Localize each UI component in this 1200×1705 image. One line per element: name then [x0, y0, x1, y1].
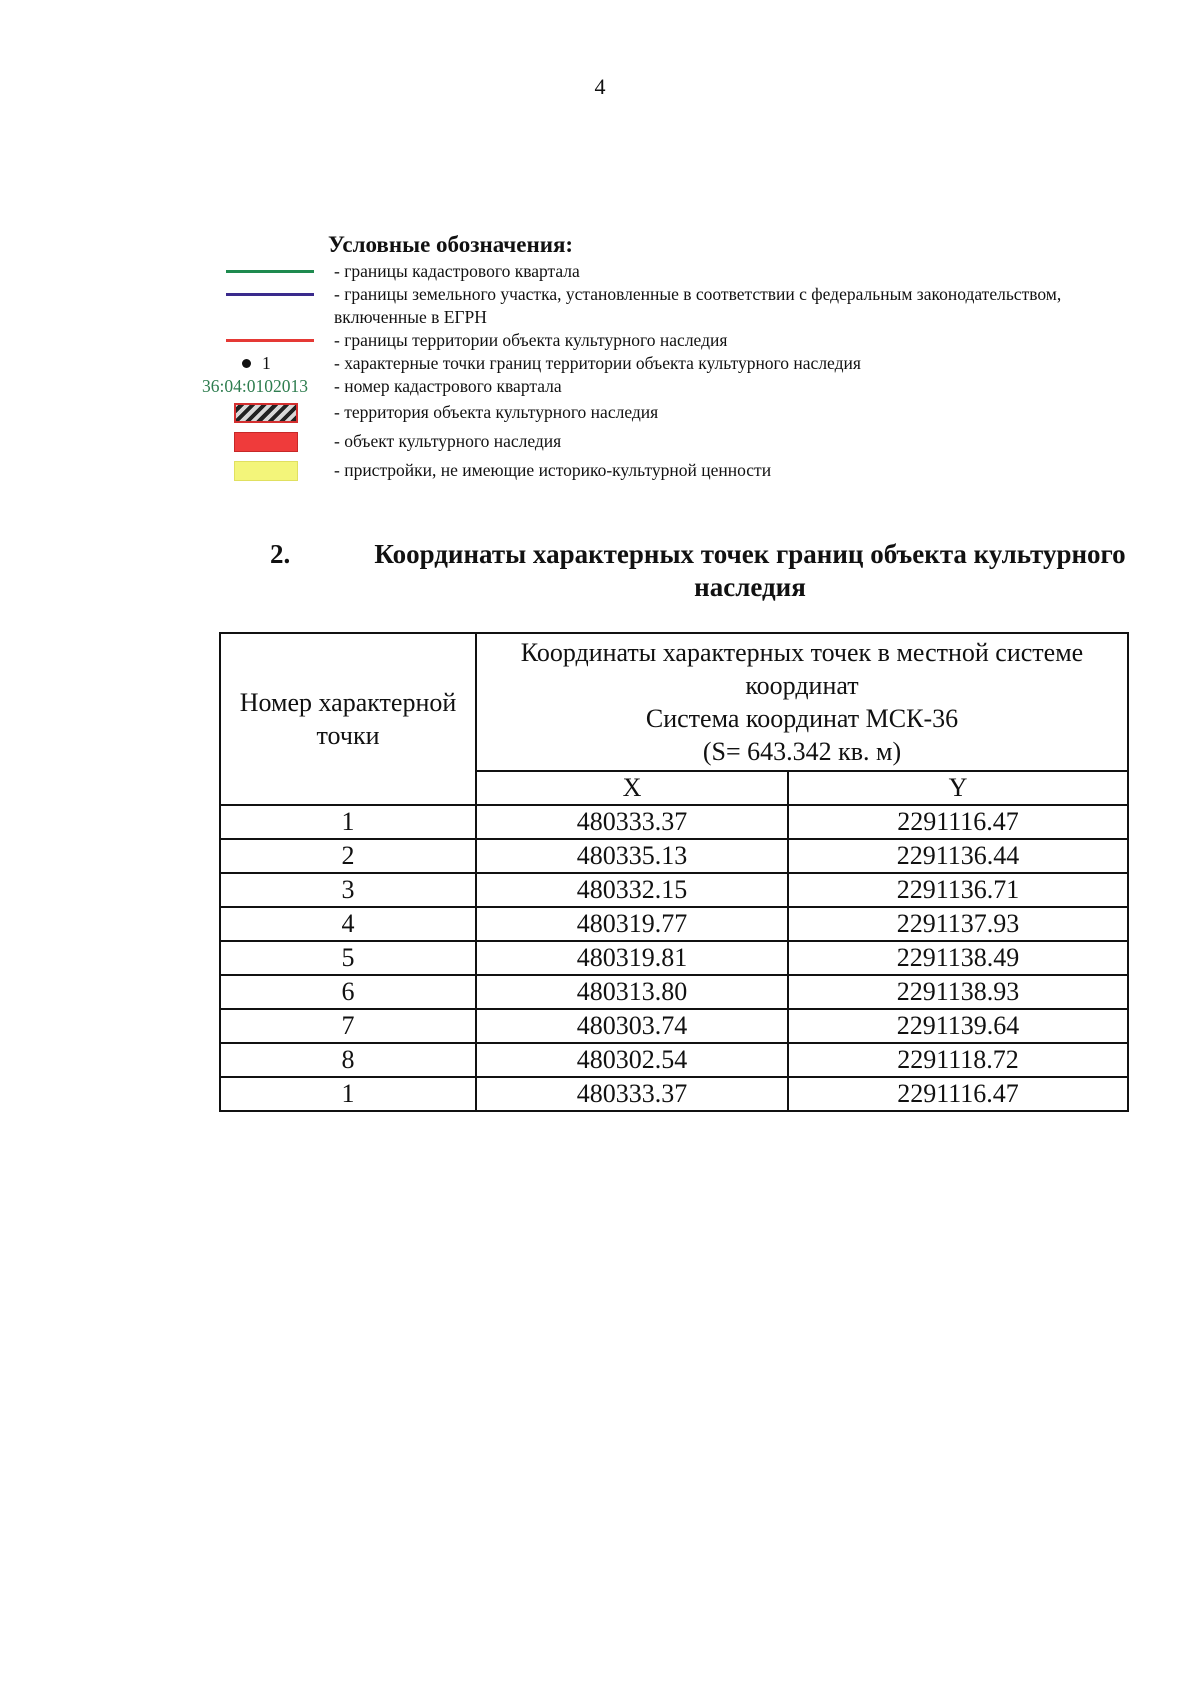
- page-number: 4: [594, 74, 606, 99]
- header-coordinates-title: Координаты характерных точек в местной системе координат: [520, 638, 1084, 700]
- legend-title: Условные обозначения:: [328, 232, 574, 257]
- cell-point: 4: [220, 907, 476, 941]
- table-row: [220, 1077, 1128, 1111]
- cell-x: 480333.37: [476, 1077, 788, 1111]
- table-row: [220, 839, 1128, 873]
- table-row: [220, 805, 1128, 839]
- cell-point: 3: [220, 873, 476, 907]
- cell-x: 480303.74: [476, 1009, 788, 1043]
- cell-x: 480333.37: [476, 805, 788, 839]
- cell-y: 2291118.72: [788, 1043, 1128, 1077]
- cell-y: 2291138.49: [788, 941, 1128, 975]
- cell-y: 2291136.44: [788, 839, 1128, 873]
- header-y: Y: [788, 771, 1128, 805]
- table-row: [220, 975, 1128, 1009]
- header-x: X: [476, 771, 788, 805]
- legend-text: - объект культурного наследия: [334, 431, 562, 451]
- legend-text: - границы земельного участка, установленные в соответствии с федеральным законодательством, включенные в ЕГРН: [334, 284, 1062, 327]
- header-coordinates: [476, 633, 1128, 771]
- cell-x: 480313.80: [476, 975, 788, 1009]
- legend-item-cadastral-boundary: [196, 260, 1076, 283]
- legend-text: - номер кадастрового квартала: [334, 376, 562, 396]
- cell-point: 8: [220, 1043, 476, 1077]
- table-row: [220, 1009, 1128, 1043]
- legend-item-heritage-territory-boundary: [196, 329, 1076, 352]
- section-title: Координаты характерных точек границ объекта культурного наследия: [374, 539, 1126, 602]
- header-point-number: Номер характерной точки: [220, 633, 476, 805]
- table-row: [220, 1043, 1128, 1077]
- point-dot-icon: [242, 359, 251, 368]
- cadastral-number-label: 36:04:0102013: [202, 376, 308, 396]
- green-line-icon: [226, 270, 314, 273]
- cell-point: 7: [220, 1009, 476, 1043]
- cell-y: 2291139.64: [788, 1009, 1128, 1043]
- hatched-swatch-icon: [234, 403, 298, 423]
- cell-x: 480319.81: [476, 941, 788, 975]
- cell-y: 2291138.93: [788, 975, 1128, 1009]
- cell-y: 2291116.47: [788, 1077, 1128, 1111]
- legend-text: - пристройки, не имеющие историко-культурной ценности: [334, 460, 772, 480]
- cell-x: 480319.77: [476, 907, 788, 941]
- section-number: 2.: [270, 539, 291, 569]
- legend-text: - характерные точки границ территории объекта культурного наследия: [334, 353, 861, 373]
- legend-item-heritage-object: [196, 427, 1076, 456]
- cell-x: 480302.54: [476, 1043, 788, 1077]
- cell-point: 6: [220, 975, 476, 1009]
- purple-line-icon: [226, 293, 314, 296]
- header-coordinate-system: Система координат МСК-36: [645, 704, 959, 733]
- cell-y: 2291137.93: [788, 907, 1128, 941]
- cell-y: 2291136.71: [788, 873, 1128, 907]
- legend: [196, 232, 1076, 485]
- legend-item-extensions: [196, 456, 1076, 485]
- cell-point: 1: [220, 805, 476, 839]
- legend-item-characteristic-points: [196, 352, 1076, 375]
- cell-point: 5: [220, 941, 476, 975]
- legend-item-cadastral-number: [196, 375, 1076, 398]
- red-swatch-icon: [234, 432, 298, 452]
- point-label: 1: [262, 353, 271, 373]
- cell-y: 2291116.47: [788, 805, 1128, 839]
- cell-point: 1: [220, 1077, 476, 1111]
- section-heading: [270, 538, 1150, 604]
- table-row: [220, 873, 1128, 907]
- table-row: [220, 941, 1128, 975]
- red-line-icon: [226, 339, 314, 342]
- yellow-swatch-icon: [234, 461, 298, 481]
- table-row: [220, 907, 1128, 941]
- legend-item-heritage-territory: [196, 398, 1076, 427]
- cell-x: 480332.15: [476, 873, 788, 907]
- legend-text: - границы кадастрового квартала: [334, 261, 580, 281]
- coordinates-table: [219, 632, 1129, 1112]
- header-area: (S= 643.342 кв. м): [702, 737, 902, 766]
- legend-text: - территория объекта культурного наследия: [334, 402, 659, 422]
- cell-point: 2: [220, 839, 476, 873]
- legend-item-land-plot-boundary: [196, 283, 1076, 329]
- legend-text: - границы территории объекта культурного наследия: [334, 330, 728, 350]
- cell-x: 480335.13: [476, 839, 788, 873]
